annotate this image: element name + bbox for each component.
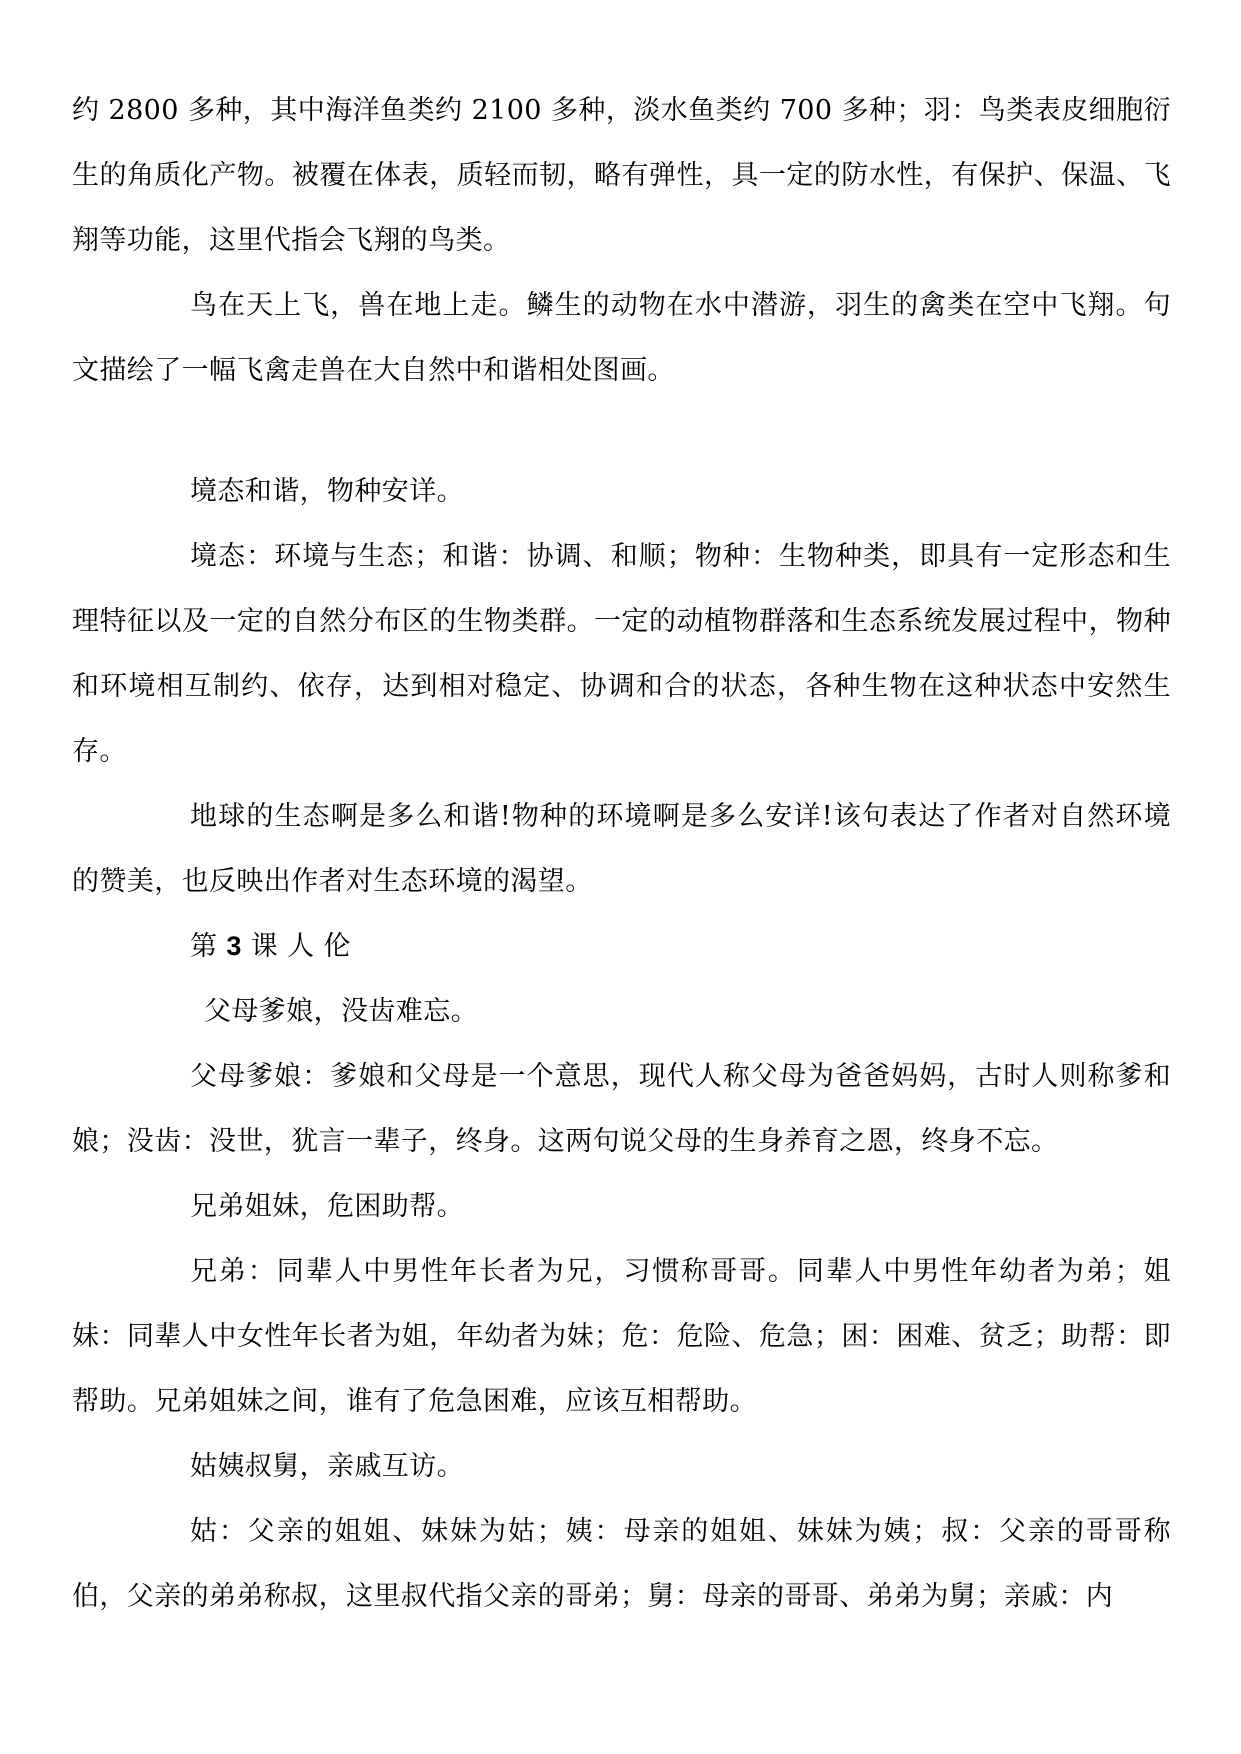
- paragraph-habitat-definition: 境态：环境与生态；和谐：协调、和顺；物种：生物种类，即具有一定形态和生理特征以及一定的自然分布区的生物类群。一定的动植物群落和生态系统发展过程中，物种和环境相互制约、依存，达到相对稳定、协调和合的状态，各种生物在这种状态中安然生存。: [72, 541, 1171, 767]
- paragraph-relatives-explanation: 姑：父亲的姐姐、妹妹为姑；姨：母亲的姐姐、妹妹为姨；叔：父亲的哥哥称伯，父亲的弟弟称叔，这里叔代指父亲的哥弟；舅：母亲的哥哥、弟弟为舅；亲戚：内: [72, 1516, 1171, 1612]
- lesson-heading-prefix: 第: [190, 931, 218, 962]
- lesson-heading-title: 课 人 伦: [250, 931, 351, 962]
- verse-siblings: 兄弟姐妹，危困助帮。: [190, 1191, 464, 1222]
- paragraph-parents-explanation: 父母爹娘：爹娘和父母是一个意思，现代人称父母为爸爸妈妈，古时人则称爹和娘；没齿：没世，犹言一辈子，终身。这两句说父母的生身养育之恩，终身不忘。: [72, 1061, 1171, 1157]
- paragraph-habitat-explanation: 地球的生态啊是多么和谐!物种的环境啊是多么安详!该句表达了作者对自然环境的赞美，也反映出作者对生态环境的渴望。: [72, 801, 1171, 897]
- lesson-heading: [72, 914, 1171, 979]
- verse-parents: 父母爹娘，没齿难忘。: [204, 996, 478, 1027]
- paragraph-birds-beasts-explanation: 鸟在天上飞，兽在地上走。鳞生的动物在水中潜游，羽生的禽类在空中飞翔。句文描绘了一幅飞禽走兽在大自然中和谐相处图画。: [72, 290, 1171, 386]
- verse-habitat-harmony: 境态和谐，物种安详。: [190, 476, 464, 507]
- paragraph-siblings-explanation: 兄弟：同辈人中男性年长者为兄，习惯称哥哥。同辈人中男性年幼者为弟；姐妹：同辈人中女性年长者为姐，年幼者为妹；危：危险、危急；困：困难、贫乏；助帮：即帮助。兄弟姐妹之间，谁有了危急困难，应该互相帮助。: [72, 1256, 1171, 1417]
- paragraph-fish-feather-definition: 约 2800 多种，其中海洋鱼类约 2100 多种，淡水鱼类约 700 多种；羽：鸟类表皮细胞衍生的角质化产物。被覆在体表，质轻而韧，略有弹性，具一定的防水性，有保护、保温、飞翔等功能，这里代指会飞翔的鸟类。: [72, 95, 1171, 256]
- lesson-heading-number: 3: [226, 931, 242, 961]
- verse-relatives: 姑姨叔舅，亲戚互访。: [190, 1451, 464, 1482]
